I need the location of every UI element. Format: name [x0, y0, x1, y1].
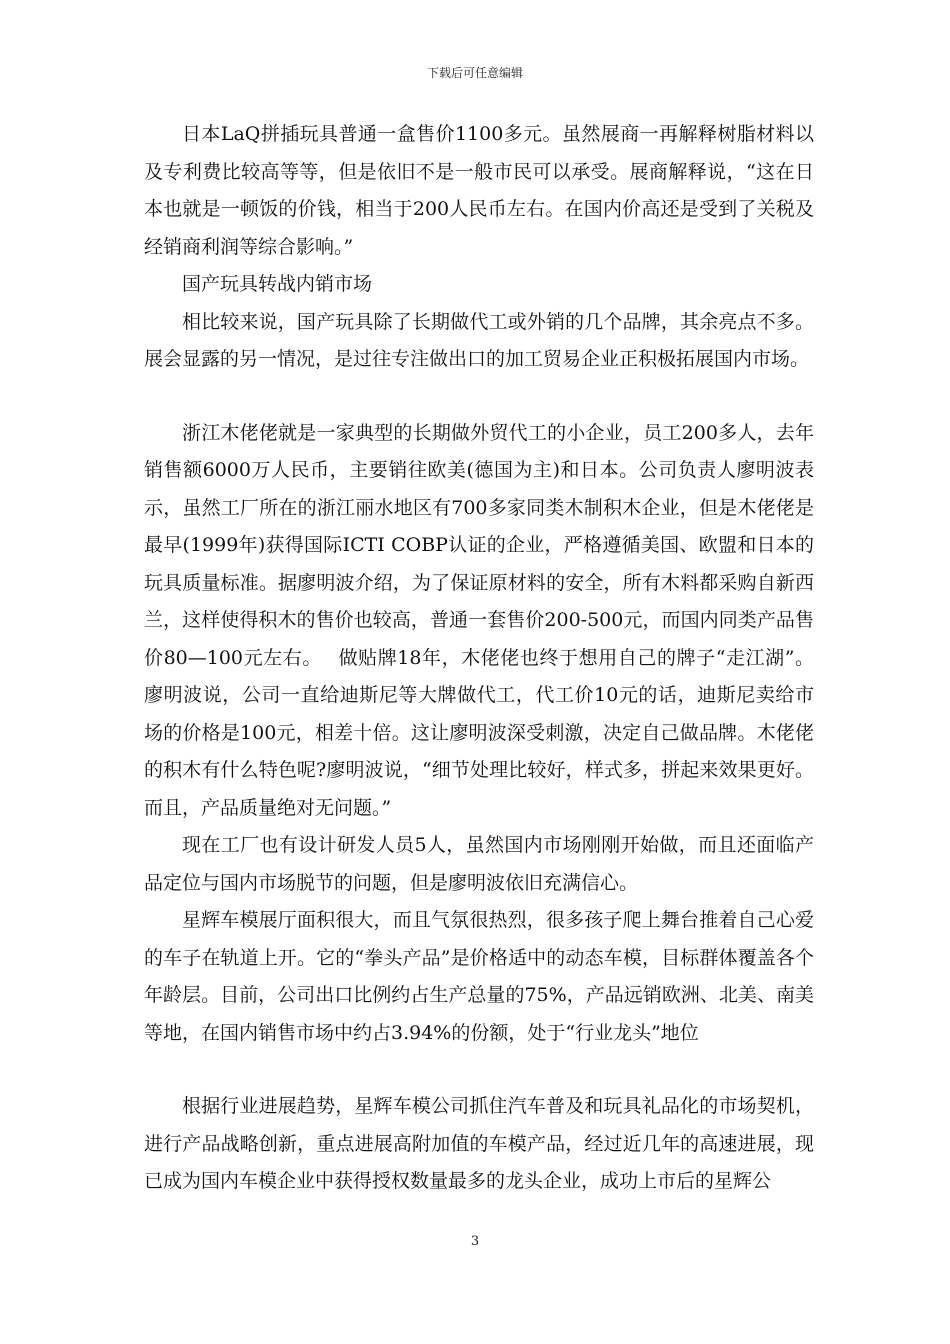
paragraph-spacer	[144, 1052, 814, 1088]
page-number: 3	[470, 1234, 480, 1249]
paragraph-laq-price: 日本LaQ拼插玩具普通一盒售价1100多元。虽然展商一再解释树脂材料以及专利费比较高等等，但是依旧不是一般市民可以承受。展商解释说，“这在日本也就是一顿饭的价钱，相当于200人民币左右。在国内价高还是受到了关税及经销商利润等综合影响。”	[144, 123, 814, 258]
page-header: 下载后可任意编辑	[426, 66, 523, 80]
section-heading: 国产玩具转战内销市场	[182, 273, 373, 295]
paragraph-domestic-toys: 相比较来说，国产玩具除了长期做代工或外销的几个品牌，其余亮点不多。展会显露的另一情况，是过往专注做出口的加工贸易企业正积极拓展国内市场。	[144, 310, 814, 370]
paragraph-xinghui: 星辉车模展厅面积很大，而且气氛很热烈，很多孩子爬上舞台推着自己心爱的车子在轨道上开。它的“拳头产品”是价格适中的动态车模，目标群体覆盖各个年龄层。目前，公司出口比例约占生产总量的75%，产品远销欧洲、北美、南美等地，在国内销售市场中约占3.94%的份额，处于“行业龙头”地位	[144, 909, 814, 1044]
paragraph-spacer	[144, 379, 814, 415]
document-body	[144, 116, 814, 1201]
paragraph-industry-trend: 根据行业进展趋势，星辉车模公司抓住汽车普及和玩具礼品化的市场契机，进行产品战略创新，重点进展高附加值的车模产品，经过近几年的高速进展，现已成为国内车模企业中获得授权数量最多的龙头企业，成功上市后的星辉公	[144, 1095, 814, 1192]
paragraph-mulaolao: 浙江木佬佬就是一家典型的长期做外贸代工的小企业，员工200多人，去年销售额6000万人民币，主要销往欧美(德国为主)和日本。公司负责人廖明波表示，虽然工厂所在的浙江丽水地区有700多家同类木制积木企业，但是木佬佬是最早(1999年)获得国际ICTI COBP认证的企业，严格遵循美国、欧盟和日本的玩具质量标准。据廖明波介绍，为了保证原材料的安全，所有木料都采购自新西兰，这样使得积木的售价也较高，普通一套售价200-500元，而国内同类产品售价80—100元左右。 做贴牌18年，木佬佬也终于想用自己的牌子“走江湖”。廖明波说，公司一直给迪斯尼等大牌做代工，代工价10元的话，迪斯尼卖给市场的价格是100元，相差十倍。这让廖明波深受刺激，决定自己做品牌。木佬佬的积木有什么特色呢?廖明波说，“细节处理比较好，样式多，拼起来效果更好。而且，产品质量绝对无问题。”	[144, 421, 814, 819]
paragraph-design-staff: 现在工厂也有设计研发人员5人，虽然国内市场刚刚开始做，而且还面临产品定位与国内市场脱节的问题，但是廖明波依旧充满信心。	[144, 834, 814, 894]
